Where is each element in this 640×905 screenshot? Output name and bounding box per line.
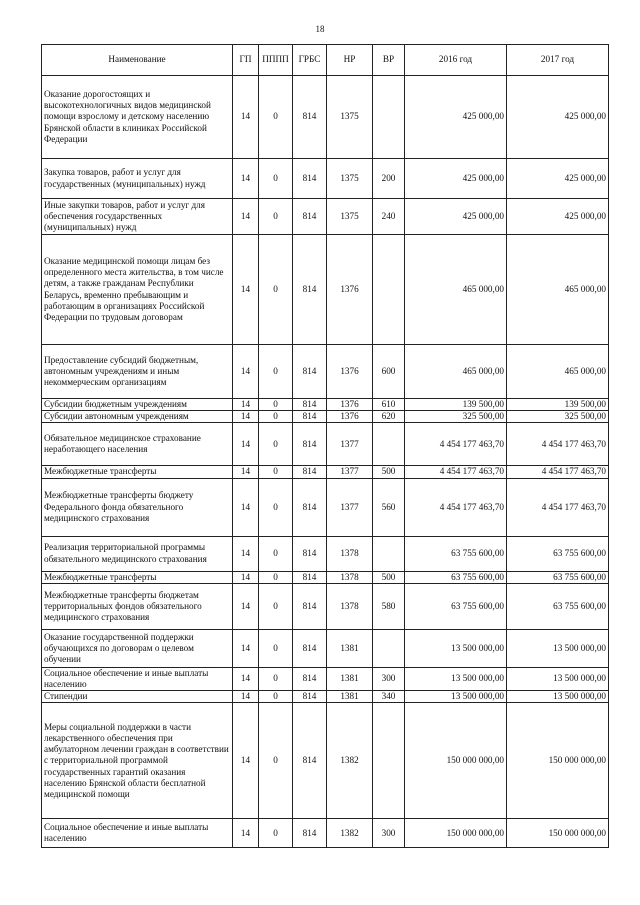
row-pppp-cell: 0 bbox=[259, 76, 293, 159]
row-2016-cell: 425 000,00 bbox=[405, 199, 507, 235]
row-grbs-cell: 814 bbox=[293, 159, 327, 199]
header-pppp: ПППП bbox=[259, 45, 293, 76]
row-nr-cell: 1375 bbox=[327, 159, 373, 199]
row-name-cell: Оказание государственной поддержки обучающихся по договорам о целевом обучении bbox=[42, 629, 233, 667]
row-name-cell: Межбюджетные трансферты бюджетам территориальных фондов обязательного медицинского страхования bbox=[42, 583, 233, 629]
row-name-cell: Стипендии bbox=[42, 691, 233, 703]
row-grbs-cell: 814 bbox=[293, 423, 327, 466]
row-2017-cell: 465 000,00 bbox=[507, 345, 609, 399]
row-2016-cell: 139 500,00 bbox=[405, 399, 507, 411]
row-gp-cell: 14 bbox=[233, 819, 259, 848]
row-pppp-cell: 0 bbox=[259, 466, 293, 478]
row-2016-cell: 13 500 000,00 bbox=[405, 667, 507, 690]
table-row bbox=[42, 691, 609, 703]
row-vr-cell bbox=[373, 76, 405, 159]
header-2017: 2017 год bbox=[507, 45, 609, 76]
row-grbs-cell: 814 bbox=[293, 345, 327, 399]
row-name-cell: Меры социальной поддержки в части лекарственного обеспечения при амбулаторном лечении граждан в соответствии с территориальной программой государственных гарантий оказания населению Брянской области бесплатной медицинской помощи bbox=[42, 703, 233, 819]
row-pppp-cell: 0 bbox=[259, 629, 293, 667]
row-grbs-cell: 814 bbox=[293, 819, 327, 848]
row-name-cell: Закупка товаров, работ и услуг для государственных (муниципальных) нужд bbox=[42, 159, 233, 199]
row-2017-cell: 425 000,00 bbox=[507, 199, 609, 235]
row-2017-cell: 13 500 000,00 bbox=[507, 629, 609, 667]
table-row bbox=[42, 235, 609, 345]
row-grbs-cell: 814 bbox=[293, 478, 327, 536]
row-gp-cell: 14 bbox=[233, 583, 259, 629]
row-2016-cell: 425 000,00 bbox=[405, 159, 507, 199]
row-pppp-cell: 0 bbox=[259, 667, 293, 690]
row-nr-cell: 1382 bbox=[327, 703, 373, 819]
row-name-cell: Предоставление субсидий бюджетным, автономным учреждениям и иным некоммерческим организациям bbox=[42, 345, 233, 399]
row-gp-cell: 14 bbox=[233, 423, 259, 466]
row-name-cell: Иные закупки товаров, работ и услуг для обеспечения государственных (муниципальных) нужд bbox=[42, 199, 233, 235]
row-2016-cell: 465 000,00 bbox=[405, 235, 507, 345]
row-2017-cell: 325 500,00 bbox=[507, 411, 609, 423]
row-gp-cell: 14 bbox=[233, 667, 259, 690]
row-grbs-cell: 814 bbox=[293, 411, 327, 423]
row-gp-cell: 14 bbox=[233, 235, 259, 345]
table-row bbox=[42, 667, 609, 690]
row-gp-cell: 14 bbox=[233, 536, 259, 571]
row-vr-cell: 580 bbox=[373, 583, 405, 629]
row-gp-cell: 14 bbox=[233, 76, 259, 159]
row-vr-cell: 300 bbox=[373, 667, 405, 690]
table-row bbox=[42, 159, 609, 199]
row-2017-cell: 425 000,00 bbox=[507, 159, 609, 199]
row-grbs-cell: 814 bbox=[293, 235, 327, 345]
row-grbs-cell: 814 bbox=[293, 691, 327, 703]
row-name-cell: Субсидии автономным учреждениям bbox=[42, 411, 233, 423]
row-2017-cell: 150 000 000,00 bbox=[507, 819, 609, 848]
row-nr-cell: 1378 bbox=[327, 583, 373, 629]
row-pppp-cell: 0 bbox=[259, 478, 293, 536]
row-nr-cell: 1375 bbox=[327, 76, 373, 159]
row-pppp-cell: 0 bbox=[259, 583, 293, 629]
row-grbs-cell: 814 bbox=[293, 571, 327, 583]
row-nr-cell: 1378 bbox=[327, 571, 373, 583]
table-row bbox=[42, 819, 609, 848]
row-name-cell: Межбюджетные трансферты бюджету Федерального фонда обязательного медицинского страхования bbox=[42, 478, 233, 536]
row-nr-cell: 1381 bbox=[327, 667, 373, 690]
row-nr-cell: 1377 bbox=[327, 466, 373, 478]
row-vr-cell: 340 bbox=[373, 691, 405, 703]
row-2017-cell: 63 755 600,00 bbox=[507, 583, 609, 629]
row-gp-cell: 14 bbox=[233, 159, 259, 199]
row-2017-cell: 425 000,00 bbox=[507, 76, 609, 159]
row-name-cell: Субсидии бюджетным учреждениям bbox=[42, 399, 233, 411]
table-row bbox=[42, 478, 609, 536]
row-vr-cell: 300 bbox=[373, 819, 405, 848]
row-2016-cell: 465 000,00 bbox=[405, 345, 507, 399]
row-nr-cell: 1376 bbox=[327, 345, 373, 399]
row-pppp-cell: 0 bbox=[259, 423, 293, 466]
row-name-cell: Реализация территориальной программы обязательного медицинского страхования bbox=[42, 536, 233, 571]
row-vr-cell: 200 bbox=[373, 159, 405, 199]
row-2017-cell: 4 454 177 463,70 bbox=[507, 423, 609, 466]
table-row bbox=[42, 411, 609, 423]
row-nr-cell: 1376 bbox=[327, 399, 373, 411]
table-row bbox=[42, 703, 609, 819]
page-number: 18 bbox=[315, 24, 325, 34]
row-gp-cell: 14 bbox=[233, 345, 259, 399]
table-row bbox=[42, 199, 609, 235]
table-row bbox=[42, 536, 609, 571]
row-name-cell: Обязательное медицинское страхование неработающего населения bbox=[42, 423, 233, 466]
row-gp-cell: 14 bbox=[233, 466, 259, 478]
row-name-cell: Социальное обеспечение и иные выплаты населению bbox=[42, 667, 233, 690]
row-2017-cell: 63 755 600,00 bbox=[507, 571, 609, 583]
row-2017-cell: 63 755 600,00 bbox=[507, 536, 609, 571]
row-grbs-cell: 814 bbox=[293, 466, 327, 478]
row-nr-cell: 1382 bbox=[327, 819, 373, 848]
row-2017-cell: 4 454 177 463,70 bbox=[507, 466, 609, 478]
table-row bbox=[42, 583, 609, 629]
row-vr-cell: 240 bbox=[373, 199, 405, 235]
row-2016-cell: 4 454 177 463,70 bbox=[405, 478, 507, 536]
table-header-row bbox=[42, 45, 609, 76]
row-gp-cell: 14 bbox=[233, 411, 259, 423]
header-nr: НР bbox=[327, 45, 373, 76]
row-gp-cell: 14 bbox=[233, 703, 259, 819]
table-row bbox=[42, 629, 609, 667]
header-grbs: ГРБС bbox=[293, 45, 327, 76]
row-2017-cell: 465 000,00 bbox=[507, 235, 609, 345]
row-2016-cell: 325 500,00 bbox=[405, 411, 507, 423]
row-pppp-cell: 0 bbox=[259, 691, 293, 703]
budget-table bbox=[41, 44, 609, 848]
row-gp-cell: 14 bbox=[233, 691, 259, 703]
row-vr-cell bbox=[373, 703, 405, 819]
table-row bbox=[42, 399, 609, 411]
table-row bbox=[42, 423, 609, 466]
row-grbs-cell: 814 bbox=[293, 399, 327, 411]
row-grbs-cell: 814 bbox=[293, 629, 327, 667]
row-2016-cell: 63 755 600,00 bbox=[405, 571, 507, 583]
row-gp-cell: 14 bbox=[233, 399, 259, 411]
row-grbs-cell: 814 bbox=[293, 536, 327, 571]
row-name-cell: Оказание дорогостоящих и высокотехнологичных видов медицинской помощи взрослому и детскому населению Брянской области в клиниках Российской Федерации bbox=[42, 76, 233, 159]
row-pppp-cell: 0 bbox=[259, 399, 293, 411]
row-2017-cell: 4 454 177 463,70 bbox=[507, 478, 609, 536]
row-pppp-cell: 0 bbox=[259, 819, 293, 848]
row-nr-cell: 1376 bbox=[327, 411, 373, 423]
row-pppp-cell: 0 bbox=[259, 159, 293, 199]
row-nr-cell: 1375 bbox=[327, 199, 373, 235]
row-grbs-cell: 814 bbox=[293, 583, 327, 629]
row-2016-cell: 4 454 177 463,70 bbox=[405, 466, 507, 478]
row-pppp-cell: 0 bbox=[259, 199, 293, 235]
row-nr-cell: 1377 bbox=[327, 423, 373, 466]
row-nr-cell: 1381 bbox=[327, 691, 373, 703]
row-pppp-cell: 0 bbox=[259, 571, 293, 583]
row-name-cell: Оказание медицинской помощи лицам без определенного места жительства, в том числе детям, а также гражданам Республики Беларусь, временно пребывающим и работающим в организациях Российской Федерации по трудовым договорам bbox=[42, 235, 233, 345]
row-2016-cell: 150 000 000,00 bbox=[405, 703, 507, 819]
row-2016-cell: 63 755 600,00 bbox=[405, 583, 507, 629]
row-2016-cell: 63 755 600,00 bbox=[405, 536, 507, 571]
row-2017-cell: 13 500 000,00 bbox=[507, 667, 609, 690]
table-row bbox=[42, 571, 609, 583]
row-vr-cell: 500 bbox=[373, 571, 405, 583]
row-vr-cell bbox=[373, 629, 405, 667]
row-nr-cell: 1376 bbox=[327, 235, 373, 345]
row-gp-cell: 14 bbox=[233, 629, 259, 667]
row-vr-cell: 620 bbox=[373, 411, 405, 423]
row-nr-cell: 1377 bbox=[327, 478, 373, 536]
table-row bbox=[42, 466, 609, 478]
row-vr-cell: 610 bbox=[373, 399, 405, 411]
row-pppp-cell: 0 bbox=[259, 703, 293, 819]
row-gp-cell: 14 bbox=[233, 571, 259, 583]
row-grbs-cell: 814 bbox=[293, 667, 327, 690]
row-grbs-cell: 814 bbox=[293, 76, 327, 159]
row-pppp-cell: 0 bbox=[259, 536, 293, 571]
row-2016-cell: 150 000 000,00 bbox=[405, 819, 507, 848]
row-2017-cell: 150 000 000,00 bbox=[507, 703, 609, 819]
header-vr: ВР bbox=[373, 45, 405, 76]
row-vr-cell: 500 bbox=[373, 466, 405, 478]
row-name-cell: Межбюджетные трансферты bbox=[42, 466, 233, 478]
row-nr-cell: 1381 bbox=[327, 629, 373, 667]
header-2016: 2016 год bbox=[405, 45, 507, 76]
row-vr-cell bbox=[373, 536, 405, 571]
table-row bbox=[42, 76, 609, 159]
row-grbs-cell: 814 bbox=[293, 703, 327, 819]
row-gp-cell: 14 bbox=[233, 478, 259, 536]
header-name: Наименование bbox=[42, 45, 233, 76]
row-2017-cell: 13 500 000,00 bbox=[507, 691, 609, 703]
row-vr-cell: 560 bbox=[373, 478, 405, 536]
row-vr-cell bbox=[373, 235, 405, 345]
row-2016-cell: 13 500 000,00 bbox=[405, 691, 507, 703]
row-2016-cell: 13 500 000,00 bbox=[405, 629, 507, 667]
row-2016-cell: 4 454 177 463,70 bbox=[405, 423, 507, 466]
row-name-cell: Социальное обеспечение и иные выплаты населению bbox=[42, 819, 233, 848]
row-vr-cell: 600 bbox=[373, 345, 405, 399]
row-vr-cell bbox=[373, 423, 405, 466]
row-nr-cell: 1378 bbox=[327, 536, 373, 571]
table-row bbox=[42, 345, 609, 399]
row-2017-cell: 139 500,00 bbox=[507, 399, 609, 411]
row-name-cell: Межбюджетные трансферты bbox=[42, 571, 233, 583]
row-gp-cell: 14 bbox=[233, 199, 259, 235]
row-2016-cell: 425 000,00 bbox=[405, 76, 507, 159]
row-pppp-cell: 0 bbox=[259, 235, 293, 345]
row-pppp-cell: 0 bbox=[259, 345, 293, 399]
row-pppp-cell: 0 bbox=[259, 411, 293, 423]
row-grbs-cell: 814 bbox=[293, 199, 327, 235]
header-gp: ГП bbox=[233, 45, 259, 76]
